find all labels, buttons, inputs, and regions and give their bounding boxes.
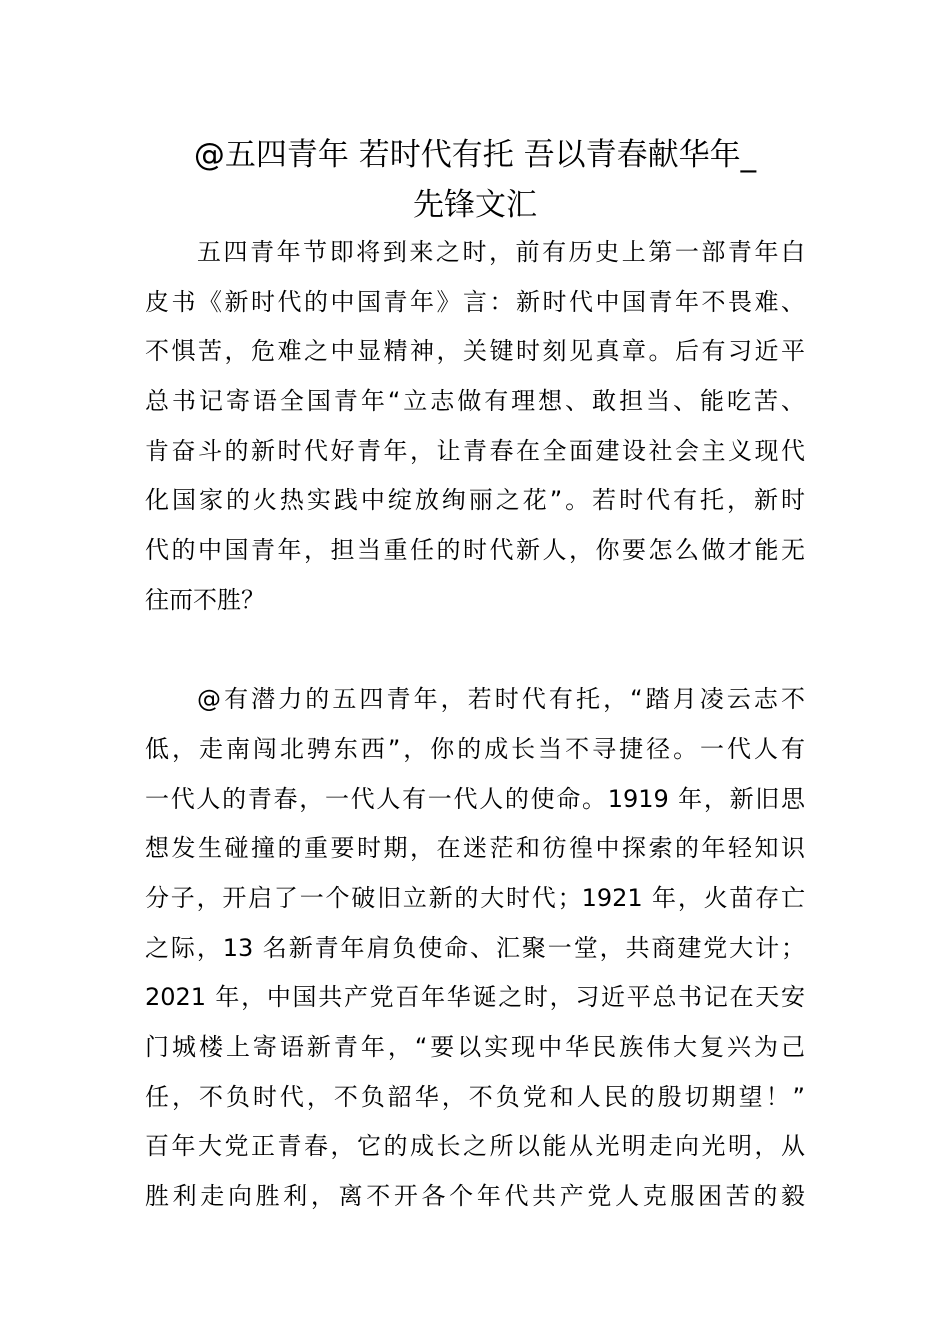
page-title <box>145 132 805 231</box>
text-line: 门城楼上寄语新青年，“要以实现中华民族伟大复兴为己 <box>145 1033 805 1061</box>
text-line: 想发生碰撞的重要时期，在迷茫和彷徨中探索的年轻知识 <box>145 834 805 863</box>
text-line: 化国家的火热实践中绽放绚丽之花”。若时代有托，新时 <box>145 486 805 515</box>
title-line: 先锋文汇 <box>413 186 537 223</box>
title-line: @五四青年 若时代有托 吾以青春献华年_ <box>193 137 757 173</box>
text-line: 往而不胜？ <box>145 585 265 614</box>
text-line: 百年大党正青春，它的成长之所以能从光明走向光明，从 <box>145 1132 805 1161</box>
text-line: 不惧苦，危难之中显精神，关键时刻见真章。后有习近平 <box>145 337 805 366</box>
text-line: 2021 年，中国共产党百年华诞之时，习近平总书记在天安 <box>145 983 805 1012</box>
text-line: 一代人的青春，一代人有一代人的使命。1919 年，新旧思 <box>145 784 805 813</box>
text-line: 任，不负时代，不负韶华，不负党和人民的殷切期望！” <box>145 1082 805 1111</box>
paragraph-spacer <box>145 626 805 676</box>
text-line: 分子，开启了一个破旧立新的大时代；1921 年，火苗存亡 <box>145 883 805 912</box>
text-line: 之际，13 名新青年肩负使命、汇聚一堂，共商建党大计； <box>145 933 805 962</box>
text-line: 皮书《新时代的中国青年》言：新时代中国青年不畏难、 <box>145 287 805 316</box>
text-line: 肯奋斗的新时代好青年，让青春在全面建设社会主义现代 <box>145 436 805 465</box>
paragraph-2 <box>145 675 805 1222</box>
text-line: 五四青年节即将到来之时，前有历史上第一部青年白 <box>197 238 805 266</box>
text-line: 低，走南闯北骋东西”，你的成长当不寻捷径。一代人有 <box>145 734 805 763</box>
text-line: 胜利走向胜利，离不开各个年代共产党人克服困苦的毅 <box>145 1182 805 1211</box>
article-body <box>145 228 805 1222</box>
text-line: @有潜力的五四青年，若时代有托，“踏月凌云志不 <box>197 685 805 714</box>
paragraph-1 <box>145 228 805 626</box>
text-line: 代的中国青年，担当重任的时代新人，你要怎么做才能无 <box>145 536 805 565</box>
text-line: 总书记寄语全国青年“立志做有理想、敢担当、能吃苦、 <box>145 387 805 416</box>
